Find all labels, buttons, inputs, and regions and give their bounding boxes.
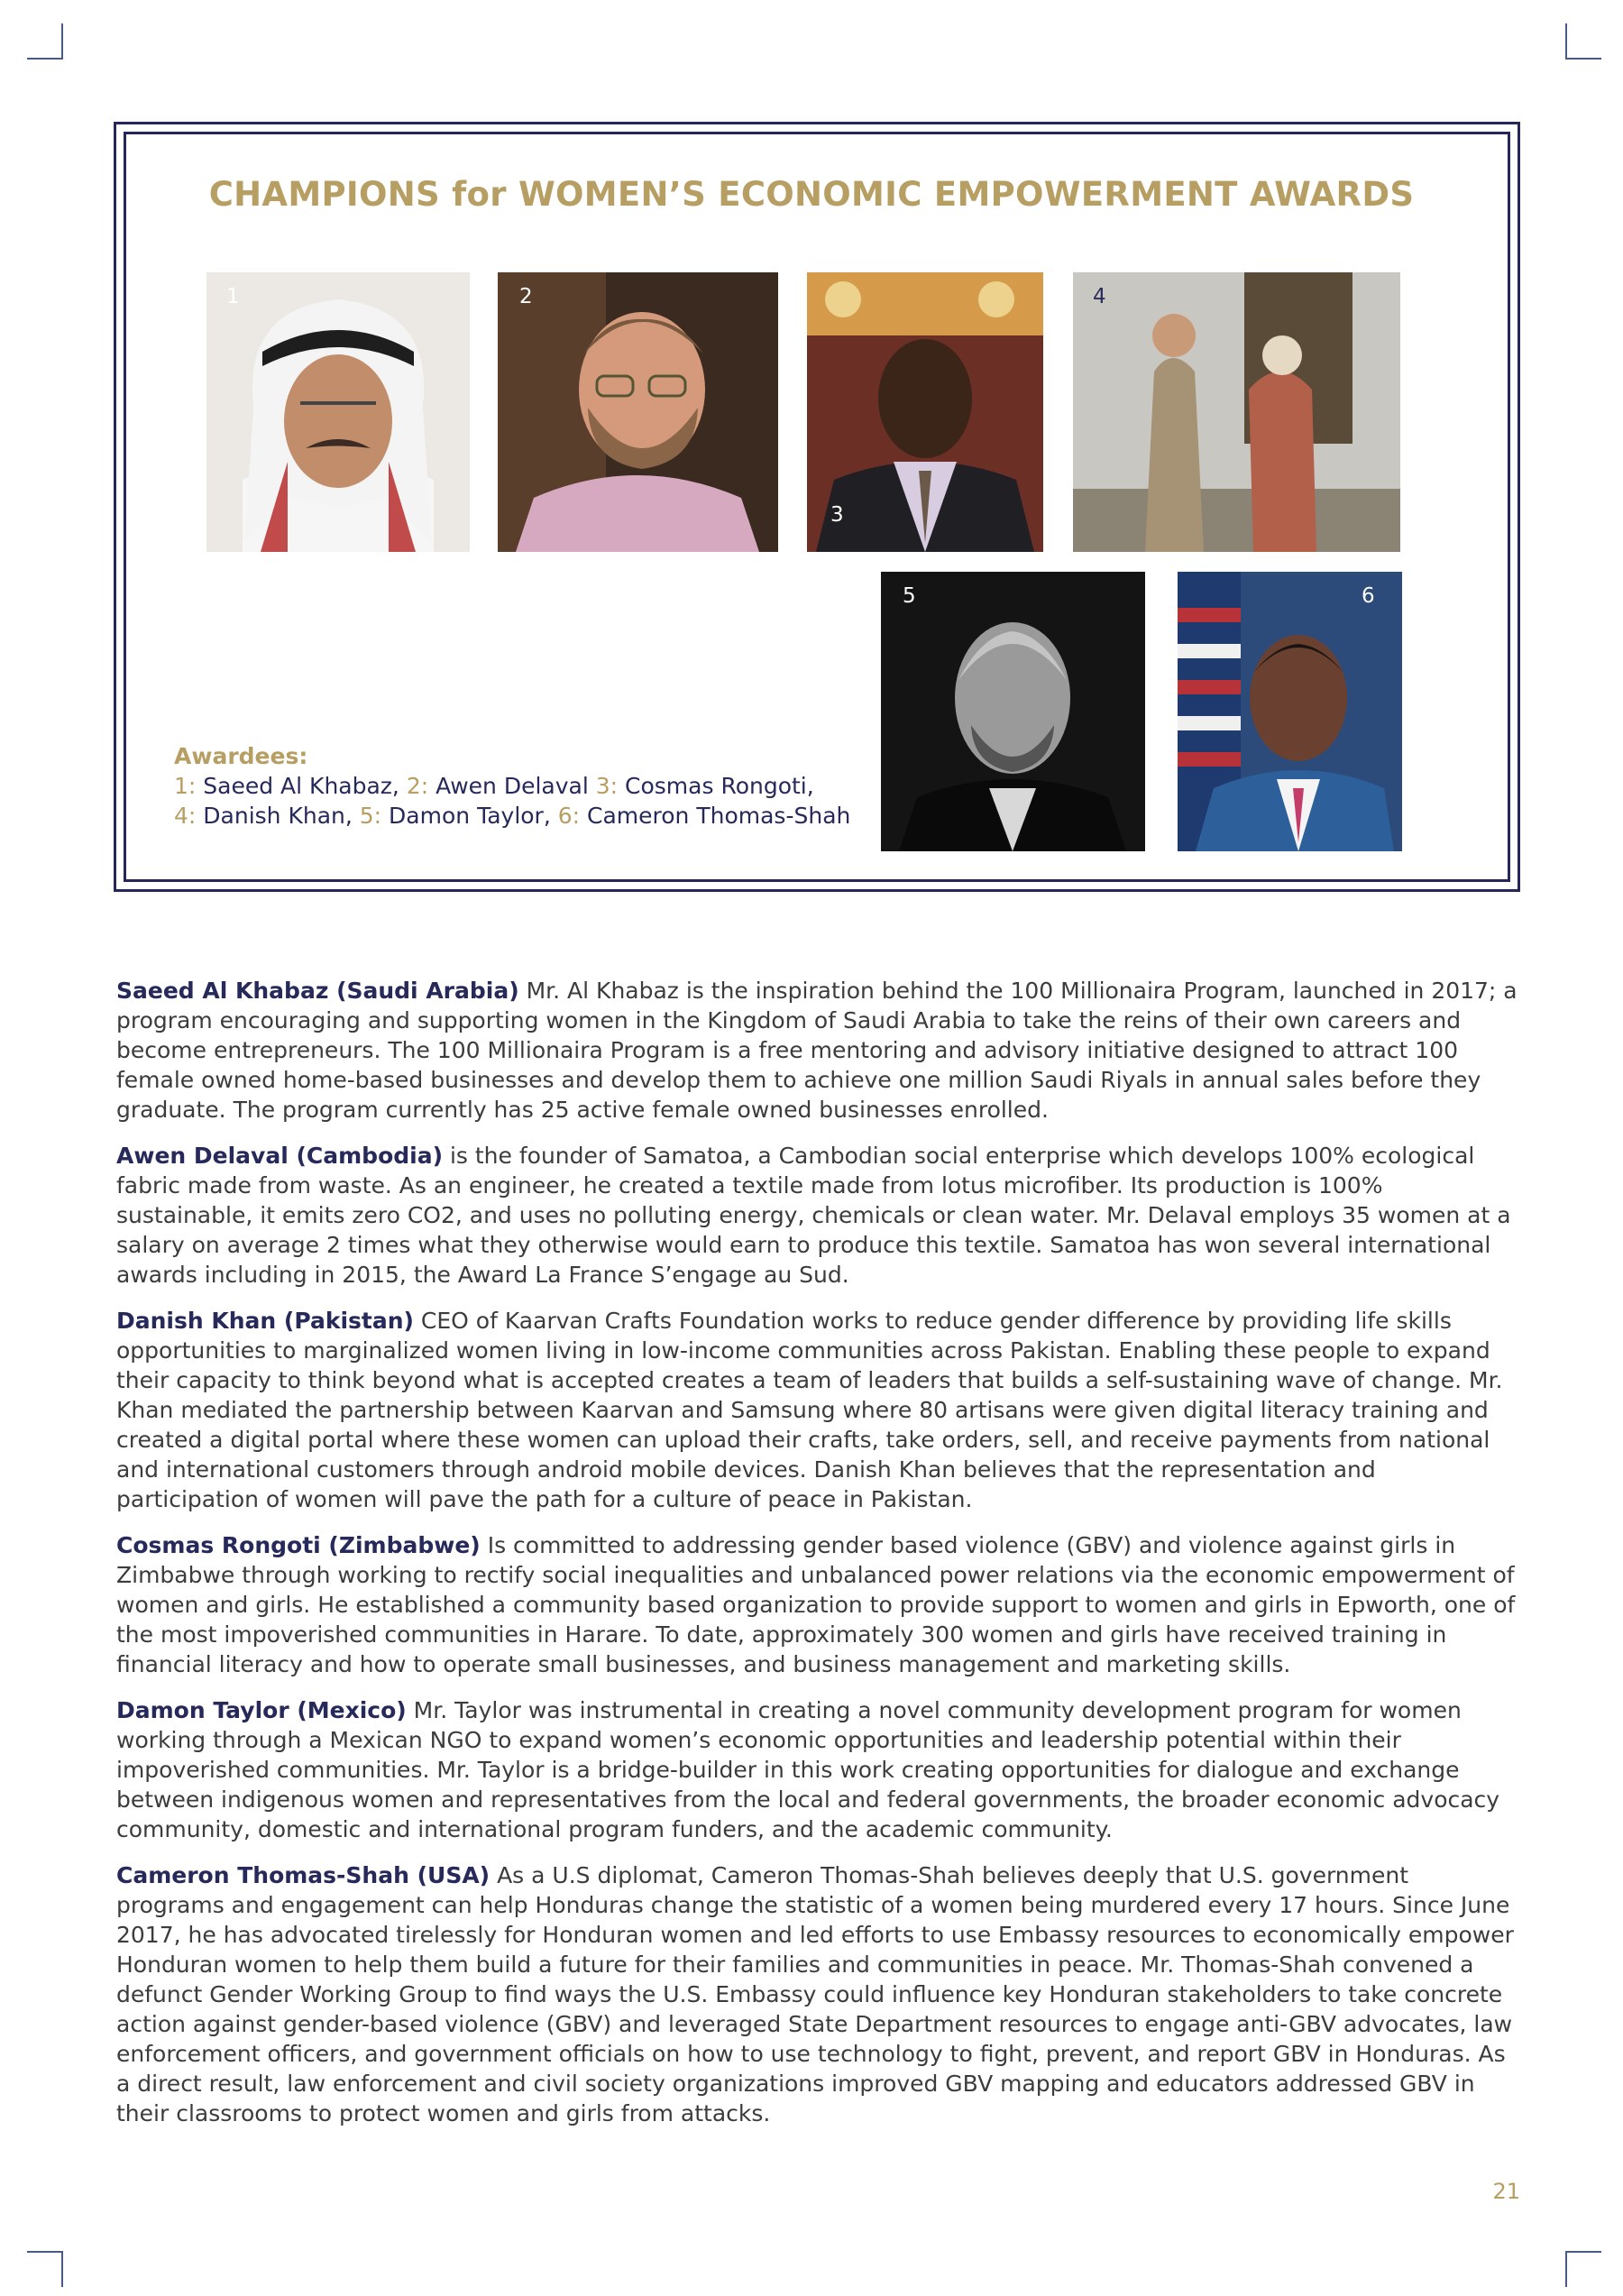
- awardees-line-1: [174, 771, 850, 801]
- awardees-line-2: [174, 801, 850, 831]
- awardees-legend: [174, 741, 850, 831]
- photo-awardee-3: [807, 272, 1043, 552]
- bio-cosmas-rongoti: [116, 1530, 1518, 1679]
- photo-awardee-6: [1178, 572, 1402, 851]
- photo-number-3: 3: [830, 503, 844, 527]
- bio-name: Cameron Thomas-Shah (USA): [116, 1862, 491, 1888]
- bio-name: Danish Khan (Pakistan): [116, 1308, 414, 1334]
- bio-name: Cosmas Rongoti (Zimbabwe): [116, 1532, 481, 1558]
- bio-saeed-al-khabaz: [116, 976, 1518, 1125]
- awardee-name: Cosmas Rongoti,: [618, 773, 814, 799]
- photo-number-4: 4: [1093, 285, 1106, 308]
- bio-text: Is committed to addressing gender based violence (GBV) and violence against girls in Zimbabwe through working to rectify social inequalities and unbalanced power relations via the economic empowerment of women and girls. He established a community based organization to provide support to women and girls in Epworth, one of the most impoverished communities in Harare. To date, approximately 300 women and girls have received training in financial literacy and how to operate small businesses, and business management and marketing skills.: [116, 1532, 1516, 1677]
- bio-text: is the founder of Samatoa, a Cambodian social enterprise which develops 100% ecological fabric made from waste. As an engineer, he created a textile made from lotus microfiber. Its production is 100% sustainable, it emits zero CO2, and uses no polluting energy, chemicals or clean water. Mr. Delaval employs 35 women at a salary on average 2 times what they otherwise would earn to produce this textile. Samatoa has won several international awards including in 2015, the Award La France S’engage au Sud.: [116, 1143, 1511, 1288]
- bio-damon-taylor: [116, 1695, 1518, 1844]
- photo-awardee-2: [498, 272, 778, 552]
- bio-text: Mr. Taylor was instrumental in creating a novel community development program for women working through a Mexican NGO to expand women’s economic opportunities and leadership potential within their impoverished communities. Mr. Taylor is a bridge-builder in this work creating opportunities for dialogue and exchange between indigenous women and representatives from the local and federal governments, the broader economic advocacy community, domestic and international program funders, and the academic community.: [116, 1697, 1500, 1842]
- corner-mark-top-right: [1565, 23, 1601, 60]
- photo-number-2: 2: [519, 285, 533, 308]
- photo-awardee-5: [881, 572, 1145, 851]
- page-number: 21: [1492, 2179, 1520, 2204]
- awardee-name: Cameron Thomas-Shah: [580, 803, 851, 829]
- awardee-number: 4:: [174, 803, 197, 829]
- biographies: [116, 976, 1518, 2144]
- bio-danish-khan: [116, 1306, 1518, 1514]
- page-title: CHAMPIONS for WOMEN’S ECONOMIC EMPOWERMENT AWARDS: [208, 175, 1415, 214]
- bio-cameron-thomas-shah: [116, 1860, 1518, 2128]
- photo-number-6: 6: [1362, 584, 1375, 608]
- awardee-name: Saeed Al Khabaz,: [196, 773, 407, 799]
- bio-text: CEO of Kaarvan Crafts Foundation works to reduce gender difference by providing life skills opportunities to marginalized women living in low-income communities across Pakistan. Enabling these people to expand their capacity to think beyond what is accepted creates a team of leaders that builds a self-sustaining wave of change. Mr. Khan mediated the partnership between Kaarvan and Samsung where 80 artisans were given digital literacy training and created a digital portal where these women can upload their crafts, take orders, sell, and receive payments from national and international customers through android mobile devices. Danish Khan believes that the representation and participation of women will pave the path for a culture of peace in Pakistan.: [116, 1308, 1503, 1512]
- bio-name: Saeed Al Khabaz (Saudi Arabia): [116, 978, 519, 1004]
- bio-name: Damon Taylor (Mexico): [116, 1697, 407, 1723]
- photo-number-5: 5: [903, 584, 916, 608]
- awardee-number: 3:: [595, 773, 619, 799]
- awardee-name: Danish Khan,: [196, 803, 360, 829]
- corner-mark-bottom-left: [27, 2251, 63, 2287]
- corner-mark-top-left: [27, 23, 63, 60]
- corner-mark-bottom-right: [1565, 2251, 1601, 2287]
- bio-name: Awen Delaval (Cambodia): [116, 1143, 444, 1169]
- awardee-number: 5:: [359, 803, 382, 829]
- photo-awardee-1: [206, 272, 470, 552]
- awardees-heading: Awardees:: [174, 743, 308, 769]
- awardee-number: 6:: [557, 803, 581, 829]
- photo-awardee-4: [1073, 272, 1400, 552]
- bio-text: Mr. Al Khabaz is the inspiration behind the 100 Millionaira Program, launched in 2017; a program encouraging and supporting women in the Kingdom of Saudi Arabia to take the reins of their own careers and become entrepreneurs. The 100 Millionaira Program is a free mentoring and advisory initiative designed to attract 100 female owned home-based businesses and develop them to achieve one million Saudi Riyals in annual sales before they graduate. The program currently has 25 active female owned businesses enrolled.: [116, 978, 1518, 1123]
- awardee-number: 2:: [406, 773, 429, 799]
- bio-awen-delaval: [116, 1141, 1518, 1290]
- awardee-name: Awen Delaval: [428, 773, 596, 799]
- awardee-name: Damon Taylor,: [381, 803, 558, 829]
- photo-number-1: 1: [226, 285, 240, 308]
- bio-text: As a U.S diplomat, Cameron Thomas-Shah believes deeply that U.S. government programs and engagement can help Honduras change the statistic of a women being murdered every 17 hours. Since June 2017, he has advocated tirelessly for Honduran women and led efforts to use Embassy resources to economically empower Honduran women to help them build a future for their families and communities in peace. Mr. Thomas-Shah convened a defunct Gender Working Group to find ways the U.S. Embassy could influence key Honduran stakeholders to take concrete action against gender-based violence (GBV) and leveraged State Department resources to engage anti-GBV advocates, law enforcement officers, and government officials on how to use technology to fight, prevent, and report GBV in Honduras. As a direct result, law enforcement and civil society organizations improved GBV mapping and educators addressed GBV in their classrooms to protect women and girls from attacks.: [116, 1862, 1514, 2126]
- awardee-number: 1:: [174, 773, 197, 799]
